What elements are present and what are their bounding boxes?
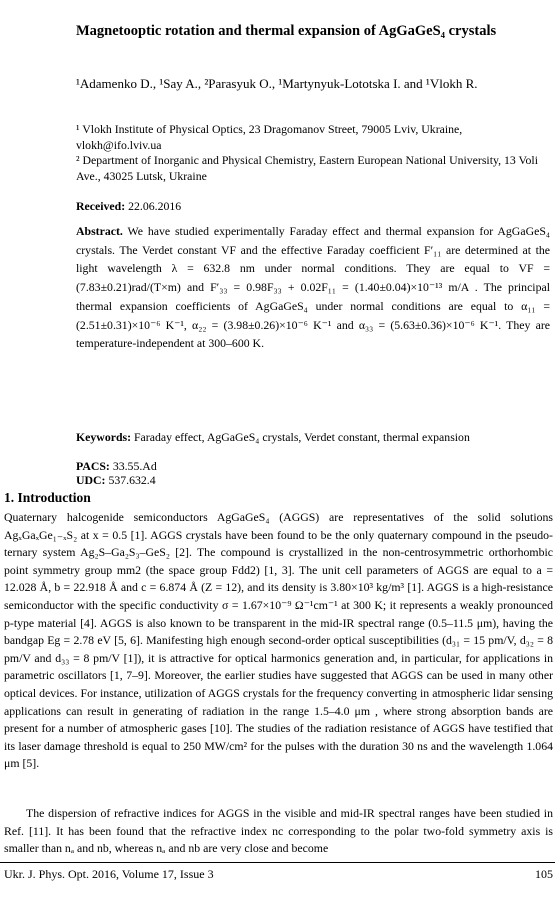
page-number: 105 bbox=[535, 867, 553, 881]
pacs-label: PACS: bbox=[76, 459, 110, 473]
body-paragraph-2: The dispersion of refractive indices for AGGS in the visible and mid-IR spectral ranges have been studied in Ref. [11]. It has been found that the refractive index nc corresponding to the polar two-fold symmetry axis is smaller than nₐ and nb, whereas nₐ and nb are very close and become bbox=[4, 806, 553, 856]
affiliations bbox=[76, 122, 546, 184]
abstract bbox=[76, 222, 550, 353]
classification-codes bbox=[76, 459, 550, 487]
received-label: Received: bbox=[76, 199, 126, 213]
received-value: 22.06.2016 bbox=[128, 199, 182, 213]
paper-title: Magnetooptic rotation and thermal expansion of AgGaGeS₄ crystals bbox=[76, 23, 497, 39]
abstract-text: We have studied experimentally Faraday effect and thermal expansion for AgGaGeS₄ crystals. The Verdet constant VF and the effective Faraday coefficient F′₁₁ are determined at the light wavelength λ = 632.8 nm under normal conditions. They are equal to VF =(7.83±0.21)rad/(T×m) and F′₃₃ = 0.98F₃₃ + 0.02F₁₁ = (1.40±0.04)×10⁻¹³ m/A . The principal thermal expansion coefficients of AgGaGeS₄ under normal conditions are equal to α₁₁ = (2.51±0.31)×10⁻⁶ K⁻¹, α₂₂ = (3.98±0.26)×10⁻⁶ K⁻¹ and α₃₃ = (5.63±0.36)×10⁻⁶ K⁻¹. They are temperature-independent at 300–600 K. bbox=[76, 224, 550, 351]
affiliation-1: ¹ Vlokh Institute of Physical Optics, 23 Dragomanov Street, 79005 Lviv, Ukraine, vlokh@ifo.lviv.ua bbox=[76, 122, 463, 152]
pacs-value: 33.55.Ad bbox=[112, 459, 157, 473]
journal-reference: Ukr. J. Phys. Opt. 2016, Volume 17, Issue 3 bbox=[4, 867, 214, 881]
body-paragraph-1: Quaternary halcogenide semiconductors AgGaGeS₄ (AGGS) are representatives of the solid solutions AgₓGaₓGe₁₋ₓS₂ at x = 0.5 [1]. AGGS crystals have been found to be the only quaternary compound in the pseudo-ternary system Ag₂S–Ga₂S₃–GeS₂ [2]. The compound is crystallized in the non-centrosymmetric orthorhombic point symmetry group mm2 (the space group Fdd2) [1, 3]. The unit cell parameters of AGGS are equal to a = 12.028 Å, b = 22.918 Å and c = 6.874 Å (Z = 12), and its density is 3.80×10³ kg/m³ [1]. AGGS is a high-resistance semiconductor with the specific conductivity σ = 1.67×10⁻⁹ Ω⁻¹cm⁻¹ at 300 K; it represents a weakly pronounced p-type material [4]. AGGS is also known to be transparent in the mid-IR spectral range (0.5–11.5 μm), having the bandgap Eg = 2.78 eV [5, 6]. Manifesting high enough second-order optical susceptibilities (d₃₁ = 15 pm/V, d₃₂ = 8 pm/V and d₃₃ = 8 pm/V [1]), it is attractive for optical harmonics generation and, in particular, for applications in parametric oscillators [1, 7–9]. Moreover, the earlier studies have suggested that AGGS can be used in many other optical devices. For instance, utilization of AGGS crystals for the frequency converting in atmospheric lidar sensing applications can result in generating of radiation in the range 1.5–4.0 μm , where strong absorption bands are present for a number of atmospheric gases [10]. The studies of the radiation resistance of AGGS have testified that its laser damage threshold is equal to 250 MW/cm² for the pulses with the duration 30 ns and the wavelength 1.064 μm [5]. bbox=[4, 510, 553, 771]
pacs-line bbox=[76, 459, 550, 473]
abstract-label: Abstract. bbox=[76, 224, 123, 238]
udc-label: UDC: bbox=[76, 473, 106, 487]
udc-value: 537.632.4 bbox=[108, 473, 156, 487]
keywords bbox=[76, 430, 550, 445]
affiliation-2: ² Department of Inorganic and Physical Chemistry, Eastern European National University, 13 Voli Ave., 43025 Lutsk, Ukraine bbox=[76, 153, 538, 183]
keywords-text: Faraday effect, AgGaGeS₄ crystals, Verdet constant, thermal expansion bbox=[134, 430, 470, 444]
keywords-label: Keywords: bbox=[76, 430, 132, 444]
received-date bbox=[76, 199, 546, 214]
udc-line bbox=[76, 473, 550, 487]
section-heading: 1. Introduction bbox=[4, 490, 91, 505]
footer-divider bbox=[0, 862, 555, 863]
page-footer bbox=[4, 867, 553, 882]
author-list: ¹Adamenko D., ¹Say A., ²Parasyuk O., ¹Martynyuk-Lototska I. and ¹Vlokh R. bbox=[76, 76, 478, 91]
